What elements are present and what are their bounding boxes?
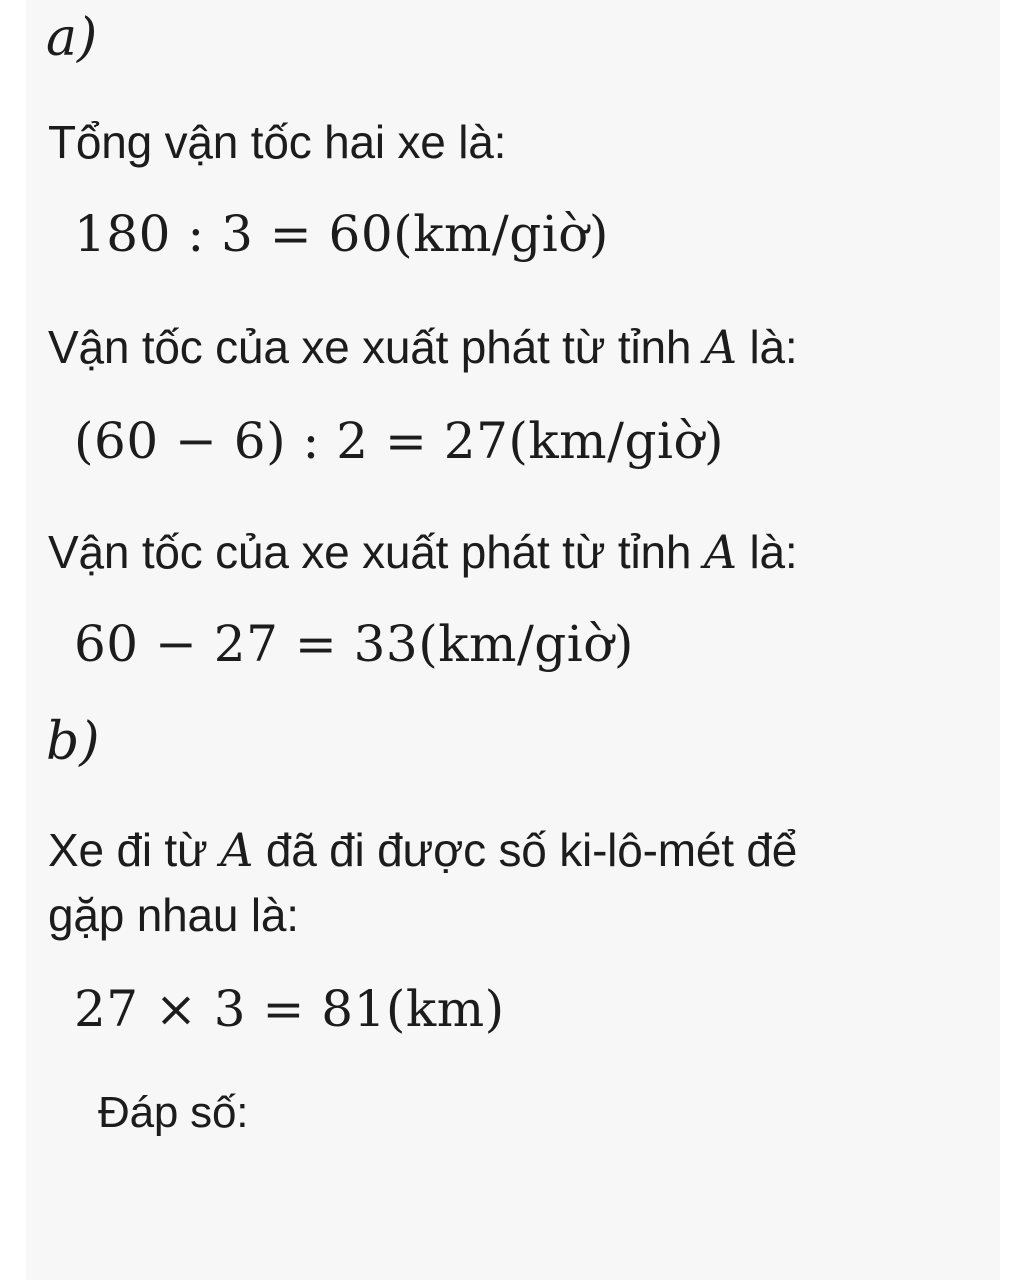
part-a-line2-text-after: là: — [749, 321, 798, 373]
part-a-label: a) — [46, 8, 98, 68]
solution-sheet — [26, 0, 1000, 1280]
part-a-line3-text-after: là: — [749, 526, 798, 578]
part-a-line3-math: 60 − 27 = 33(km/giờ) — [74, 615, 634, 673]
part-a-line1-math: 180 : 3 = 60(km/giờ) — [74, 205, 609, 263]
part-b-line1-text-before: Xe đi từ — [48, 824, 208, 876]
part-a-line3-var: A — [703, 525, 737, 579]
part-a-line3-text-before: Vận tốc của xe xuất phát từ tỉnh — [48, 526, 692, 578]
answer-label: Đáp số: — [98, 1088, 249, 1137]
part-b-line1-text — [48, 823, 797, 877]
part-b-label: b) — [46, 712, 100, 772]
part-a-line2-text — [48, 320, 797, 374]
part-b-line1-text-after: đã đi được số ki-lô-mét để — [265, 824, 798, 876]
part-a-line2-var: A — [703, 320, 737, 374]
part-a-line2-text-before: Vận tốc của xe xuất phát từ tỉnh — [48, 321, 692, 373]
part-a-line2-math: (60 − 6) : 2 = 27(km/giờ) — [74, 412, 725, 470]
part-a-line3-text — [48, 525, 797, 579]
part-b-line1-var: A — [220, 823, 254, 877]
part-a-line1-text: Tổng vận tốc hai xe là: — [48, 116, 507, 168]
part-b-line1-math: 27 × 3 = 81(km) — [74, 980, 505, 1038]
part-b-line1-text-cont: gặp nhau là: — [48, 889, 299, 941]
